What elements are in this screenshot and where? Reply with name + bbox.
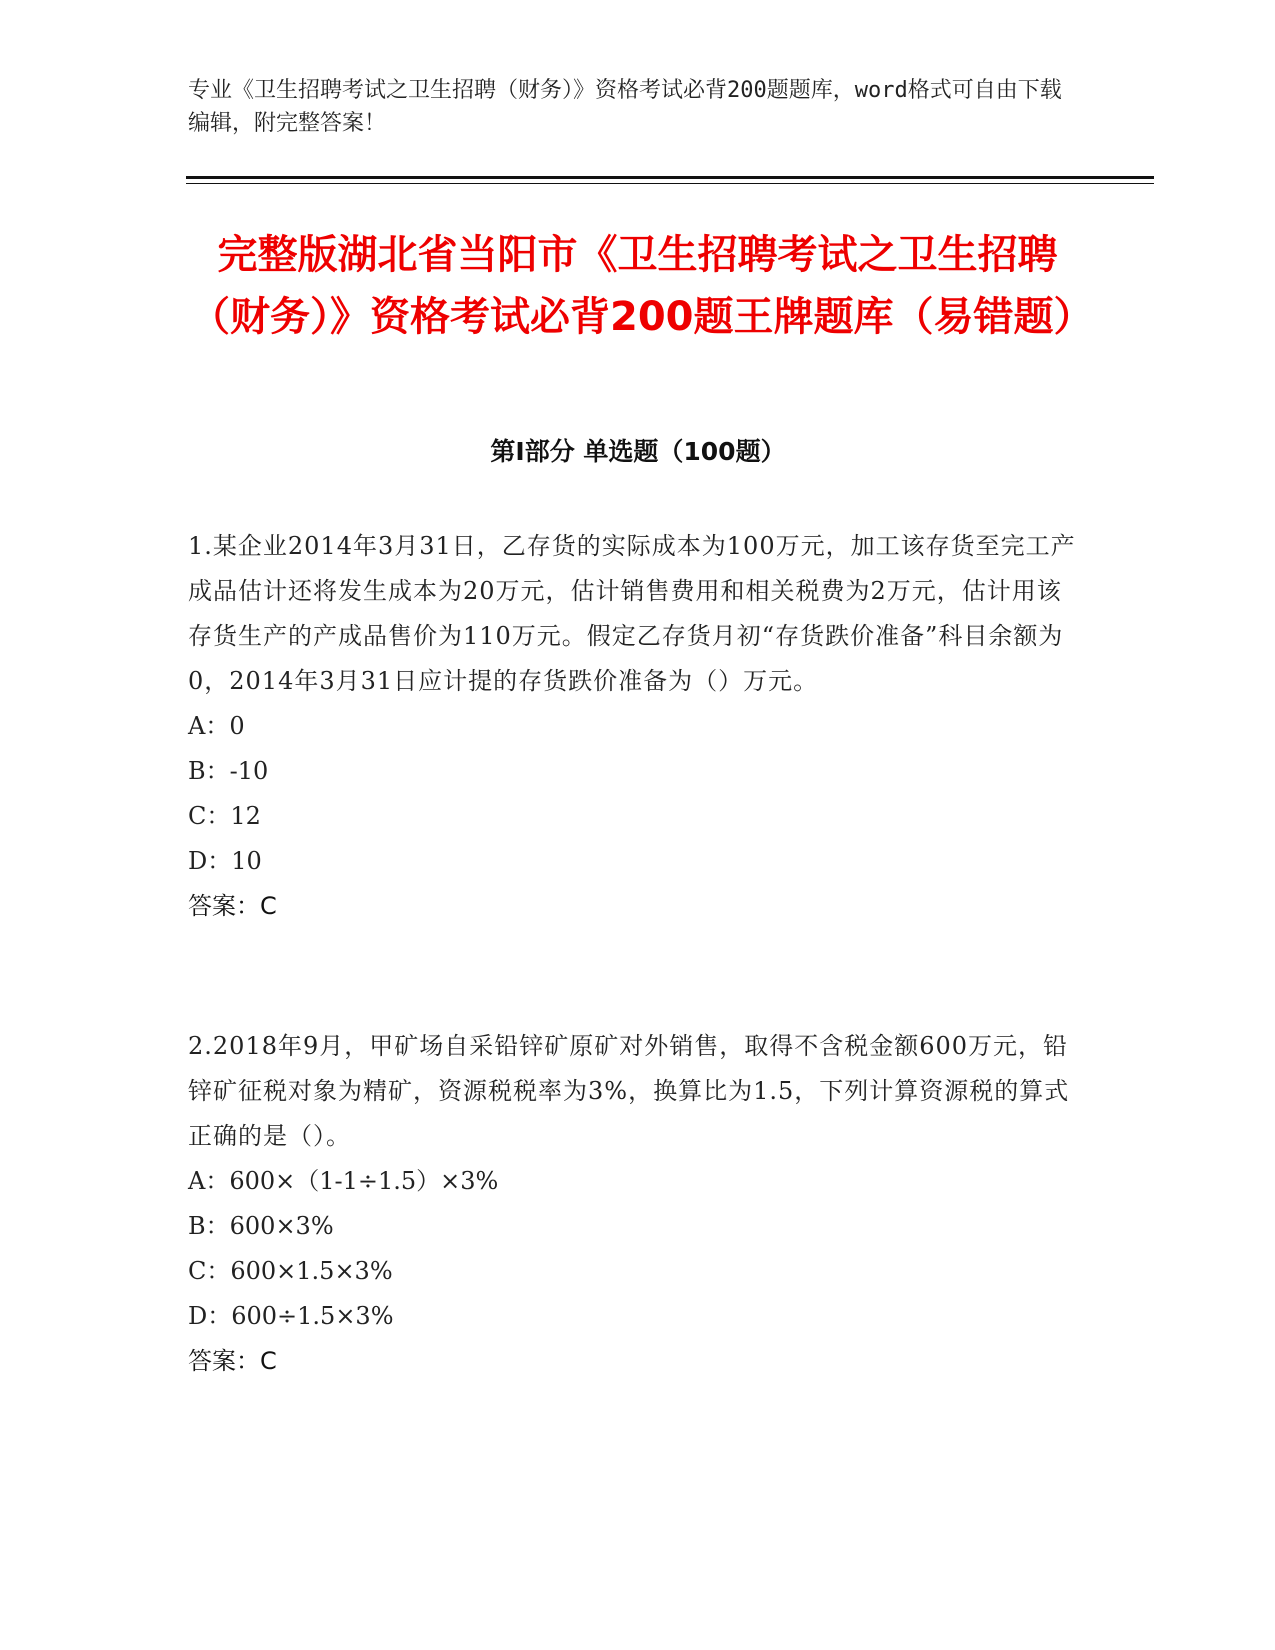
answer: 答案：C: [188, 1347, 277, 1375]
option-a: A：600×（1-1÷1.5）×3%: [188, 1167, 499, 1195]
option-a: A：0: [188, 712, 245, 740]
question-stem: 2.2018年9月，甲矿场自采铅锌矿原矿对外销售，取得不含税金额600万元，铅锌矿征税对象为精矿，资源税税率为3%，换算比为1.5，下列计算资源税的算式正确的是（）。: [188, 1032, 1070, 1150]
option-b: B：600×3%: [188, 1212, 334, 1240]
option-d: D：10: [188, 847, 262, 875]
section-heading: 第Ⅰ部分 单选题（100题）: [490, 437, 786, 466]
question-1: [188, 524, 1078, 929]
question-stem: 1.某企业2014年3月31日，乙存货的实际成本为100万元，加工该存货至完工产成品估计还将发生成本为20万元，估计销售费用和相关税费为2万元，估计用该存货生产的产成品售价为110万元。假定乙存货月初“存货跌价准备”科目余额为0，2014年3月31日应计提的存货跌价准备为（）万元。: [188, 532, 1076, 695]
option-c: C：12: [188, 802, 261, 830]
header-divider-thick: [186, 176, 1154, 179]
option-b: B：-10: [188, 757, 269, 785]
document-title: 完整版湖北省当阳市《卫生招聘考试之卫生招聘（财务）》资格考试必背200题王牌题库（易错题）: [190, 232, 1094, 340]
answer: 答案：C: [188, 892, 277, 920]
option-c: C：600×1.5×3%: [188, 1257, 393, 1285]
question-2: [188, 1024, 1078, 1384]
header-note: 专业《卫生招聘考试之卫生招聘（财务）》资格考试必背200题题库，word格式可自由下载编辑，附完整答案！: [188, 78, 1062, 136]
header-divider-thin: [186, 183, 1154, 184]
option-d: D：600÷1.5×3%: [188, 1302, 394, 1330]
